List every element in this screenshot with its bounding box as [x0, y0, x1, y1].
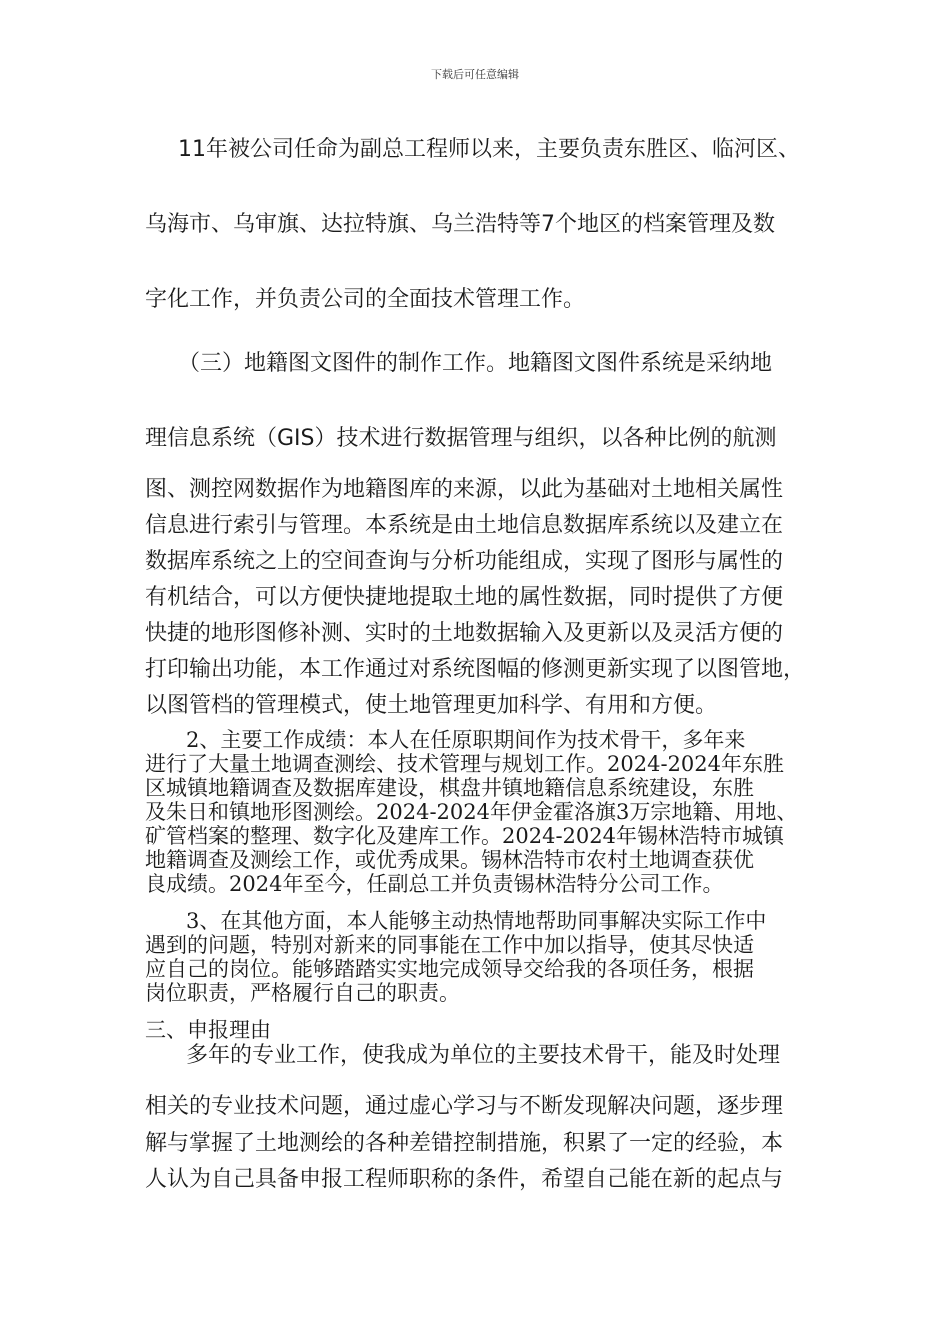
paragraph-line-17: 矿管档案的整理、数字化及建库工作。2024-2024年锡林浩特市城镇 [145, 824, 784, 848]
paragraph-line-7: 信息进行索引与管理。本系统是由土地信息数据库系统以及建立在 [145, 513, 784, 538]
paragraph-line-16: 及朱日和镇地形图测绘。2024-2024年伊金霍洛旗3万宗地籍、用地、 [145, 800, 798, 824]
paragraph-line-5: 理信息系统（GIS）技术进行数据管理与组织，以各种比例的航测 [145, 426, 777, 451]
paragraph-line-21: 遇到的问题，特别对新来的同事能在工作中加以指导，使其尽快适 [145, 933, 754, 957]
paragraph-line-1: 11年被公司任命为副总工程师以来，主要负责东胜区、临河区、 [178, 137, 800, 162]
paragraph-line-23: 岗位职责，严格履行自己的职责。 [145, 981, 460, 1005]
paragraph-line-9: 有机结合，可以方便快捷地提取土地的属性数据，同时提供了方便 [145, 585, 784, 610]
page-header: 下载后可任意编辑 [431, 68, 519, 81]
paragraph-line-11: 打印输出功能，本工作通过对系统图幅的修测更新实现了以图管地， [145, 657, 806, 682]
paragraph-line-8: 数据库系统之上的空间查询与分析功能组成，实现了图形与属性的 [145, 549, 784, 574]
section-heading: 三、申报理由 [145, 1018, 271, 1042]
paragraph-line-27: 解与掌握了土地测绘的各种差错控制措施，积累了一定的经验，本 [145, 1131, 784, 1156]
paragraph-line-26: 相关的专业技术问题，通过虚心学习与不断发现解决问题，逐步理 [145, 1094, 784, 1119]
paragraph-line-4: （三）地籍图文图件的制作工作。地籍图文图件系统是采纳地 [178, 351, 773, 376]
paragraph-line-22: 应自己的岗位。能够踏踏实实地完成领导交给我的各项任务，根据 [145, 957, 754, 981]
paragraph-line-15: 区城镇地籍调查及数据库建设，棋盘井镇地籍信息系统建设，东胜 [145, 776, 754, 800]
paragraph-line-14: 进行了大量土地调查测绘、技术管理与规划工作。2024-2024年东胜 [145, 752, 784, 776]
paragraph-line-3: 字化工作，并负责公司的全面技术管理工作。 [145, 287, 586, 312]
paragraph-line-28: 人认为自己具备申报工程师职称的条件，希望自己能在新的起点与 [145, 1167, 784, 1192]
paragraph-line-18: 地籍调查及测绘工作，或优秀成果。锡林浩特市农村土地调查获优 [145, 848, 754, 872]
paragraph-line-12: 以图管档的管理模式，使土地管理更加科学、有用和方便。 [145, 693, 718, 718]
paragraph-line-20: 3、在其他方面，本人能够主动热情地帮助同事解决实际工作中 [186, 909, 767, 933]
paragraph-line-19: 良成绩。2024年至今，任副总工并负责锡林浩特分公司工作。 [145, 872, 724, 896]
paragraph-line-2: 乌海市、乌审旗、达拉特旗、乌兰浩特等7个地区的档案管理及数 [145, 212, 775, 237]
paragraph-line-10: 快捷的地形图修补测、实时的土地数据输入及更新以及灵活方便的 [145, 621, 784, 646]
paragraph-line-13: 2、主要工作成绩：本人在任原职期间作为技术骨干，多年来 [186, 728, 746, 752]
paragraph-line-6: 图、测控网数据作为地籍图库的来源，以此为基础对土地相关属性 [145, 477, 784, 502]
paragraph-line-25: 多年的专业工作，使我成为单位的主要技术骨干，能及时处理 [186, 1043, 781, 1068]
